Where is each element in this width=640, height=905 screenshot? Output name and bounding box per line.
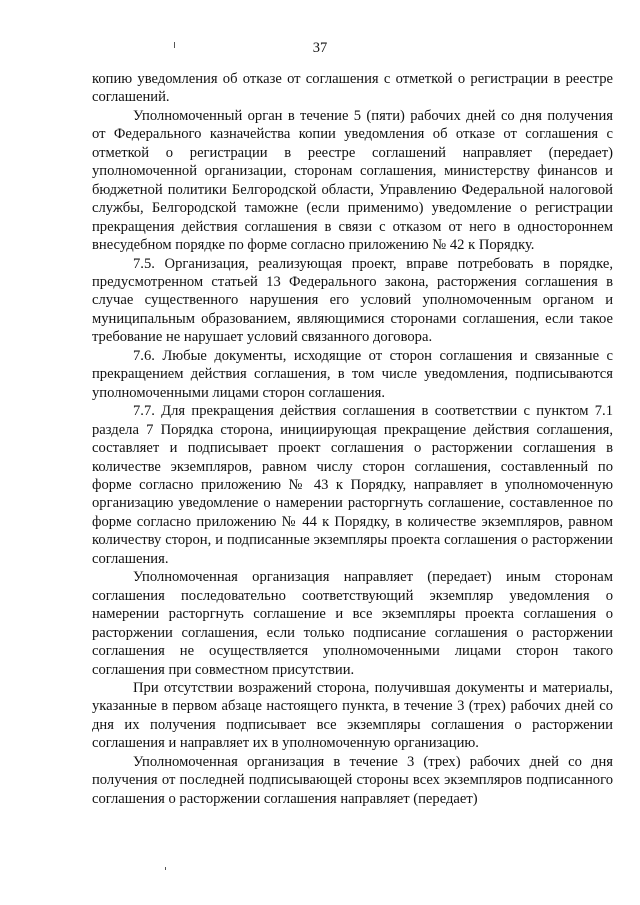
paragraph-organization-sends: Уполномоченная организация направляет (передает) иным сторонам соглашения последовательно соответствующий экземпляр уведомления о намерении расторгнуть соглашение и все экземпляры проекта соглашения о расторжении соглашения, если только подписание соглашения о расторжении соглашения не осуществляется уполномоченными лицами сторон такого соглашения при совместном присутствии. [92,569,613,678]
page-number: 37 [312,40,328,56]
paragraph-clause-7-6: 7.6. Любые документы, исходящие от сторон соглашения и связанные с прекращением действия соглашения, в том числе уведомления, подписываются уполномоченными лицами сторон соглашения. [92,347,613,401]
paragraph-authorized-body-notice: Уполномоченный орган в течение 5 (пяти) рабочих дней со дня получения от Федерального казначейства копии уведомления об отказе от соглашения с отметкой о регистрации в реестре соглашений направляет (передает) уполномоченной организации, сторонам соглашения, министерству финансов и бюджетной политики Белгородской области, Управлению Федеральной налоговой службы, Белгородской таможне (если применимо) уведомление о регистрации прекращения действия соглашения в связи с отказом от него в одностороннем внесудебном порядке по форме согласно приложению № 42 к Порядку. [92,107,613,254]
paragraph-no-objections: При отсутствии возражений сторона, получившая документы и материалы, указанные в первом абзаце настоящего пункта, в течение 3 (трех) рабочих дней со дня их получения подписывает все экземпляры соглашения о расторжении соглашения и направляет их в уполномоченную организацию. [92,679,613,752]
paragraph-clause-7-5: 7.5. Организация, реализующая проект, вправе потребовать в порядке, предусмотренном статьей 13 Федерального закона, расторжения соглашения в случае существенного нарушения его условий уполномоченным органом и муниципальным образованием, являющимися сторонами соглашения, если такое требование не нарушает условий связанного договора. [92,255,613,346]
document-body [92,70,613,808]
paragraph-final-transfer: Уполномоченная организация в течение 3 (трех) рабочих дней со дня получения от последней подписывающей стороны всех экземпляров подписанного соглашения о расторжении соглашения направляет (передает) [92,753,613,807]
scan-speck-bottom [165,867,166,870]
paragraph-continuation: копию уведомления об отказе от соглашения с отметкой о регистрации в реестре соглашений. [92,71,613,106]
paragraph-clause-7-7: 7.7. Для прекращения действия соглашения в соответствии с пунктом 7.1 раздела 7 Порядка сторона, инициирующая прекращение действия соглашения, составляет и подписывает проект соглашения о расторжении соглашения в количестве экземпляров, равном числу сторон соглашения, составленный по форме согласно приложению № 43 к Порядку, направляет в уполномоченную организацию уведомление о намерении расторгнуть соглашение, составленное по форме согласно приложению № 44 к Порядку, в количестве экземпляров, равном количеству сторон, и подписанные экземпляры проекта соглашения о расторжении соглашения. [92,403,613,567]
